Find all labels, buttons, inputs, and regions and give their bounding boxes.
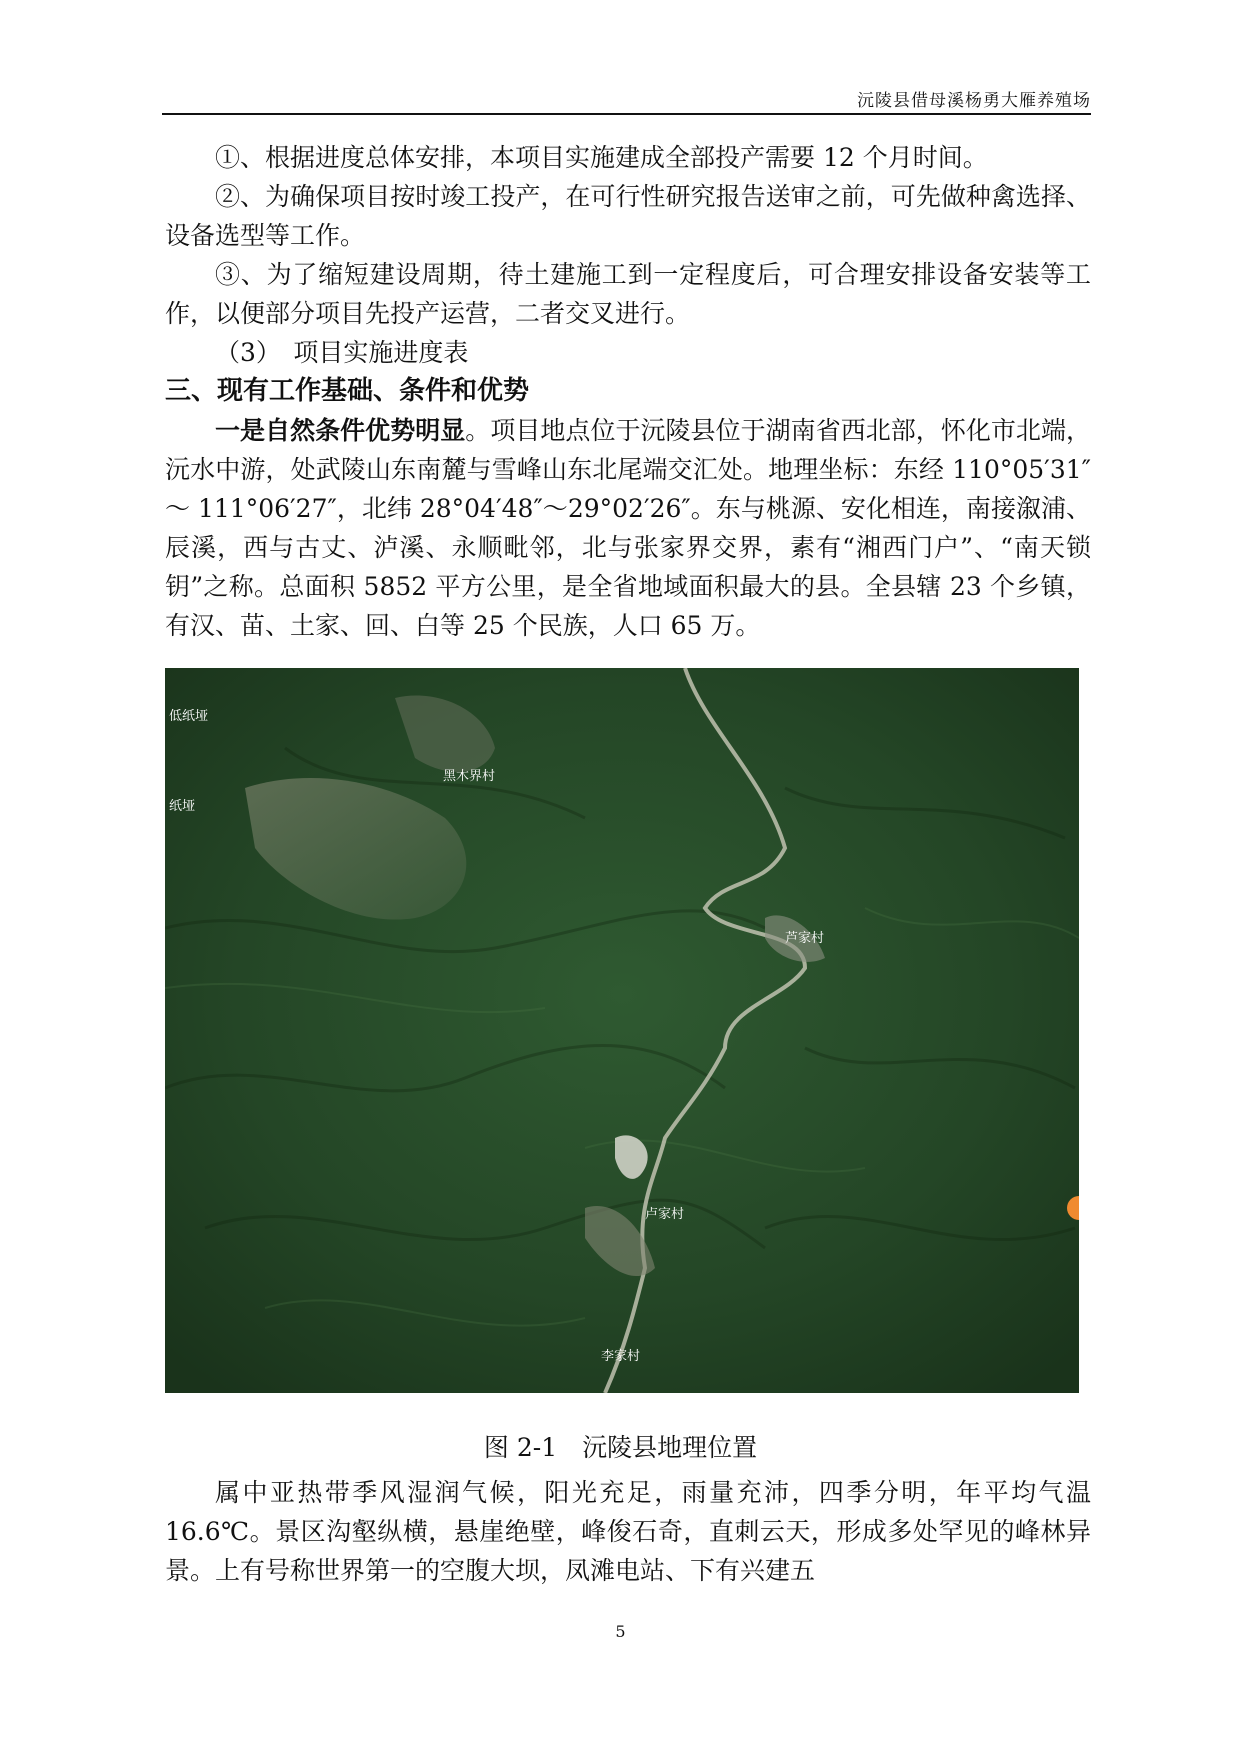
map-background xyxy=(165,668,1079,1393)
satellite-map-image xyxy=(165,668,1079,1393)
section-heading: 三、现有工作基础、条件和优势 xyxy=(165,376,530,406)
map-label: 卢家村 xyxy=(645,1207,685,1222)
paragraph-schedule-2: ②、为确保项目按时竣工投产，在可行性研究报告送审之前，可先做种禽选择、设备选型等工作。 xyxy=(165,182,1091,250)
document-body-continued xyxy=(165,1473,1091,1590)
paragraph-lead-text: 。项目地点位于沅陵县位于湖南省西北部，怀化市北端，沅水中游，处武陵山东南麓与雪峰山东北尾端交汇处。地理坐标：东经 110°05′31″～ 111°06′27″，北纬 28°04′48″～29°02′26″。东与桃源、安化相连，南接溆浦、辰溪，西与古丈、泸溪、永顺毗邻，北与张家界交界，素有“湘西门户”、“南天锁钥”之称。总面积 5852 平方公里，是全省地域面积最大的县。全县辖 23 个乡镇，有汉、苗、土家、回、白等 25 个民族，人口 65 万。 xyxy=(165,416,1091,640)
paragraph-natural-conditions xyxy=(165,411,1091,645)
paragraph-schedule-3: ③、为了缩短建设周期，待土建施工到一定程度后，可合理安排设备安装等工作，以便部分项目先投产运营，二者交叉进行。 xyxy=(165,260,1091,328)
page-number: 5 xyxy=(615,1622,626,1641)
figure-caption: 图 2-1 沅陵县地理位置 xyxy=(483,1433,758,1462)
map-label: 纸垭 xyxy=(169,799,196,814)
paragraph-schedule-1: ①、根据进度总体安排，本项目实施建成全部投产需要 12 个月时间。 xyxy=(215,143,988,172)
map-label: 低纸垭 xyxy=(169,709,209,724)
document-body xyxy=(165,138,1091,645)
paragraph-climate: 属中亚热带季风湿润气候，阳光充足，雨量充沛，四季分明，年平均气温 16.6℃。景区沟壑纵横，悬崖绝壁，峰俊石奇，直刺云天，形成多处罕见的峰林异景。上有号称世界第一的空腹大坝，凤滩电站、下有兴建五 xyxy=(165,1478,1091,1585)
paragraph-schedule-table: （3） 项目实施进度表 xyxy=(215,338,469,367)
map-label: 芦家村 xyxy=(785,931,825,946)
paragraph-lead-bold: 一是自然条件优势明显 xyxy=(215,416,466,445)
header-rule xyxy=(162,113,1091,115)
map-label: 黑木界村 xyxy=(443,769,496,784)
map-label: 李家村 xyxy=(601,1349,641,1364)
running-header: 沅陵县借母溪杨勇大雁养殖场 xyxy=(857,91,1091,111)
satellite-map xyxy=(165,668,1079,1393)
